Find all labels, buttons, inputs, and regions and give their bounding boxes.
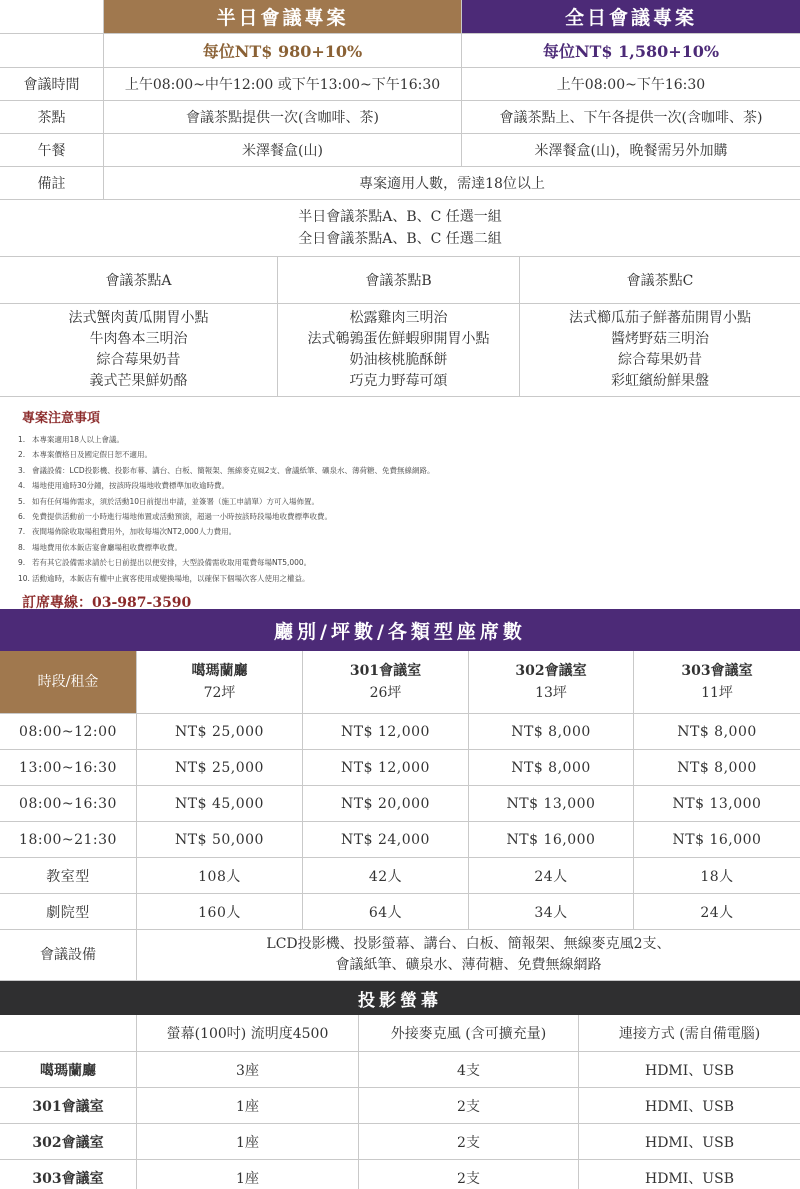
remark-label: 備註: [0, 167, 104, 199]
half-value: 米澤餐盒(山): [104, 134, 462, 166]
equipment-label: 會議設備: [0, 930, 137, 980]
table-row: 301會議室 1座 2支 HDMI、USB: [0, 1088, 800, 1124]
notes-list: [18, 432, 778, 586]
venue-equipment-row: [0, 930, 800, 981]
projector-header-row: [0, 1015, 800, 1052]
note-item: 6. 免費提供活動前一小時進行場地佈置或活動預演，超過一小時按該時段場地收費標準收費。: [18, 512, 332, 522]
note-item: 3. 會議設備：LCD投影機、投影布幕、講台、白板、簡報架、無線麥克風2支、會議紙筆、礦泉水、薄荷糖、免費無線網路。: [18, 465, 435, 475]
plans-corner: [0, 0, 104, 33]
half-day-plan-title: 半日會議專案: [104, 0, 462, 33]
hall-header: 302會議室 13坪: [469, 651, 634, 713]
tea-a-title: 會議茶點A: [0, 257, 278, 303]
tea-b-title: 會議茶點B: [278, 257, 520, 303]
half-value: 會議茶點提供一次(含咖啡、茶): [104, 101, 462, 133]
plans-header-row: [0, 0, 800, 34]
projector-table: [0, 1015, 800, 1189]
table-row: 302會議室 1座 2支 HDMI、USB: [0, 1124, 800, 1160]
note-item: 5. 如有任何場佈需求，須於活動10日前提出申請，並簽署（施工申請單）方可入場佈置。: [18, 496, 320, 506]
table-row: 教室型 108人 42人 24人 18人: [0, 858, 800, 894]
note-item: 7. 夜間場佈除收取場租費用外，加收每場次NT2,000人力費用。: [18, 527, 237, 537]
table-row: 08:00~16:30 NT$ 45,000 NT$ 20,000 NT$ 13,000 NT$ 13,000: [0, 786, 800, 822]
tea-select-note-row: [0, 200, 800, 257]
full-day-plan-title: 全日會議專案: [462, 0, 800, 33]
list-item: 奶油核桃脆酥餅: [349, 352, 448, 368]
notes-title: 專案注意事項: [22, 411, 101, 426]
tea-c-items: [520, 304, 800, 396]
plans-row: [0, 134, 800, 167]
projector-section-title: 投影螢幕: [0, 981, 800, 1015]
list-item: 醬烤野菇三明治: [611, 331, 709, 347]
tea-header-row: [0, 257, 800, 304]
full-value: 會議茶點上、下午各提供一次(含咖啡、茶): [499, 110, 763, 126]
tea-c-title: 會議茶點C: [626, 273, 694, 289]
venue-corner: 時段/租金: [0, 651, 137, 713]
list-item: 松露雞肉三明治: [349, 310, 448, 326]
equipment-list: LCD投影機、投影螢幕、講台、白板、簡報架、無線麥克風2支、 會議紙筆、礦泉水、薄荷糖、免費無線網路: [266, 936, 671, 973]
full-value: 米澤餐盒(山)，晚餐需另外加購: [534, 143, 728, 159]
notes-section: [0, 397, 800, 612]
tea-select-note: [0, 200, 800, 256]
list-item: 彩虹繽紛鮮果盤: [611, 373, 709, 389]
hall-header: 噶瑪蘭廳 72坪: [137, 651, 303, 713]
table-row: 劇院型 160人 64人 34人 24人: [0, 894, 800, 930]
plans-row: [0, 101, 800, 134]
list-item: 巧克力野莓可頌: [349, 373, 448, 389]
note-item: 2. 本專案價格日及國定假日恕不適用。: [18, 450, 152, 460]
half-value: 上午08:00~中午12:00 或下午13:00~下午16:30: [104, 68, 462, 100]
list-item: 牛肉魯本三明治: [89, 331, 188, 347]
hall-header: 303會議室 11坪: [681, 663, 753, 701]
plans-row: [0, 68, 800, 101]
list-item: 綜合莓果奶昔: [96, 352, 181, 368]
column-header: 連接方式 (需自備電腦): [618, 1026, 761, 1042]
venue-table: [0, 651, 800, 981]
plans-price-row: [0, 34, 800, 68]
list-item: 義式芒果鮮奶酪: [89, 373, 188, 389]
list-item: 綜合莓果奶昔: [618, 352, 702, 368]
half-day-price: 每位NT$ 980+10%: [104, 34, 462, 67]
full-day-price: 每位NT$ 1,580+10%: [542, 42, 720, 61]
row-label: 午餐: [0, 134, 104, 166]
full-value: 上午08:00~下午16:30: [556, 77, 706, 93]
booking-phone: 訂席專線：03-987-3590: [22, 595, 192, 612]
tea-a-items: [0, 304, 278, 396]
note-item: 8. 場地費用依本飯店宴會廳場租收費標準收費。: [18, 542, 182, 552]
plans-remark-row: [0, 167, 800, 200]
tea-table: [0, 257, 800, 397]
remark-text: 專案適用人數，需達18位以上: [359, 176, 545, 192]
list-item: 法式蟹肉黃瓜開胃小點: [68, 310, 209, 326]
select-note-line-1: 半日會議茶點A、B、C 任選一組: [298, 209, 502, 225]
note-item: 4. 場地使用逾時30分鐘，按該時段場地收費標準加收逾時費。: [18, 481, 230, 491]
row-label: 會議時間: [0, 68, 104, 100]
row-label: 茶點: [0, 101, 104, 133]
note-item: 9. 若有其它設備需求請於七日前提出以便安排，大型設備需收取用電費每場NT5,000。: [18, 558, 312, 568]
table-row: 噶瑪蘭廳 3座 4支 HDMI、USB: [0, 1052, 800, 1088]
list-item: 法式鵪鶉蛋佐鮮蝦卵開胃小點: [307, 331, 490, 347]
hall-header: 301會議室 26坪: [303, 651, 469, 713]
table-row: 18:00~21:30 NT$ 50,000 NT$ 24,000 NT$ 16,000 NT$ 16,000: [0, 822, 800, 858]
tea-b-items: [278, 304, 520, 396]
table-row: 13:00~16:30 NT$ 25,000 NT$ 12,000 NT$ 8,000 NT$ 8,000: [0, 750, 800, 786]
venue-section-title: 廳別/坪數/各類型座席數: [0, 609, 800, 651]
column-header: 外接麥克風 (含可擴充量): [359, 1015, 579, 1051]
note-item: 1. 本專案適用18人以上會議。: [18, 435, 125, 444]
select-note-line-2: 全日會議茶點A、B、C 任選二組: [298, 231, 502, 247]
note-item: 10. 活動逾時，本飯店有權中止賓客使用或變換場地，以確保下個場次客人使用之權益。: [18, 573, 310, 583]
list-item: 法式櫛瓜茄子鮮蕃茄開胃小點: [569, 310, 751, 326]
table-row: 08:00~12:00 NT$ 25,000 NT$ 12,000 NT$ 8,000 NT$ 8,000: [0, 714, 800, 750]
column-header: 螢幕(100吋) 流明度4500: [137, 1015, 359, 1051]
plans-table: [0, 0, 800, 257]
table-row: 303會議室 1座 2支 HDMI、USB: [0, 1160, 800, 1189]
tea-items-row: [0, 304, 800, 397]
venue-header-row: [0, 651, 800, 714]
